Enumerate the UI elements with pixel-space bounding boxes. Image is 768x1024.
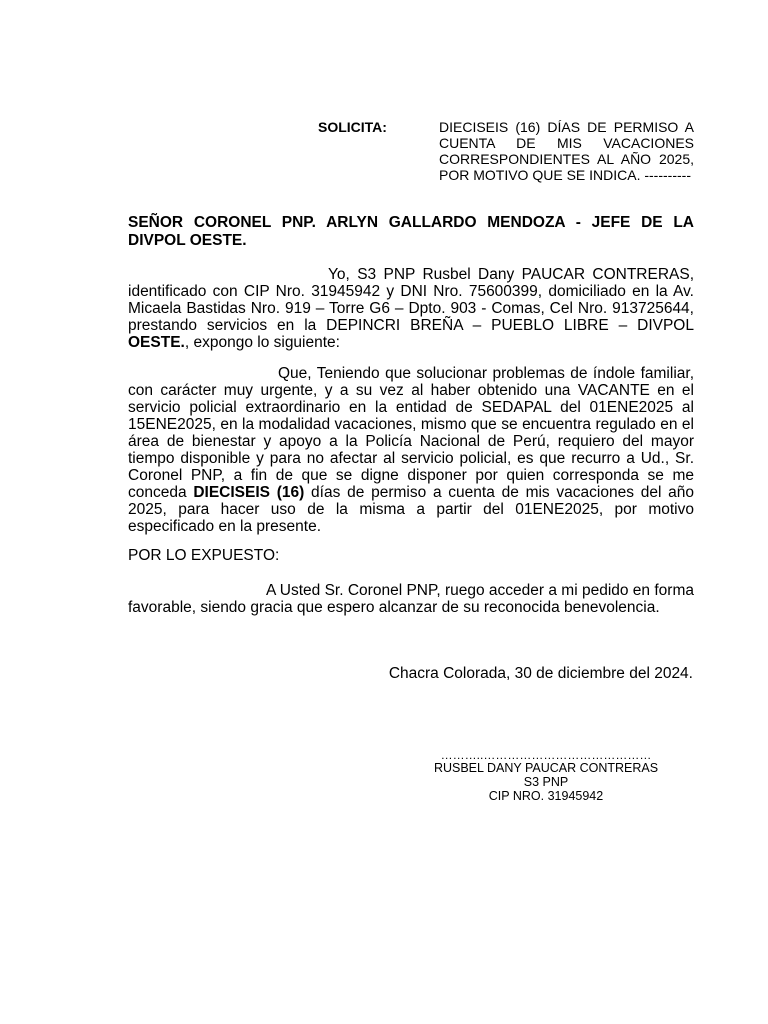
place-date: Chacra Colorada, 30 de diciembre del 2024. [388,665,693,682]
paragraph-reason-tail: días de permiso a cuenta de mis vacaciones del año 2025, para hacer uso de la misma a partir del 01ENE2025, por motivo especificado en la presente. [128,484,694,535]
paragraph-reason [128,365,694,535]
paragraph-intro-bold: OESTE. [128,334,185,351]
paragraph-reason-text: Que, Teniendo que solucionar problemas de índole familiar, con carácter muy urgente, y a su vez al haber obtenido una VACANTE en el servicio policial extraordinario en la entidad de SEDAPAL del 01ENE2025 al 15ENE2025, en la modalidad vacaciones, mismo que se encuentra regulado en el área de bienestar y apoyo a la Policía Nacional de Perú, requiero del mayor tiempo disponible y para no afectar al servicio policial, es que recurro a Ud., Sr. Coronel PNP, a fin de que se digne disponer por quien corresponda se me conceda [128,365,694,501]
solicita-text: DIECISEIS (16) DÍAS DE PERMISO A CUENTA DE MIS VACACIONES CORRESPONDIENTES AL AÑO 2025, POR MOTIVO QUE SE INDICA. ---------- [439,119,694,183]
paragraph-intro [128,266,694,351]
signature-block [420,749,672,803]
addressee: SEÑOR CORONEL PNP. ARLYN GALLARDO MENDOZA - JEFE DE LA DIVPOL OESTE. [128,214,694,249]
solicita-block [318,119,694,183]
signature-line: ………..…………………………………… [440,748,652,762]
paragraph-reason-bold: DIECISEIS (16) [193,484,305,501]
solicita-label: SOLICITA: [318,119,387,135]
paragraph-request [128,582,694,616]
paragraph-intro-tail: , expongo lo siguiente: [184,334,340,351]
signature-rank: S3 PNP [523,775,569,789]
por-lo-expuesto: POR LO EXPUESTO: [128,547,280,564]
paragraph-request-text: A Usted Sr. Coronel PNP, ruego acceder a mi pedido en forma favorable, siendo gracia que espero alcanzar de su reconocida benevolencia. [128,582,694,616]
paragraph-intro-text: Yo, S3 PNP Rusbel Dany PAUCAR CONTRERAS, identificado con CIP Nro. 31945942 y DNI Nro. 75600399, domiciliado en la Av. Micaela Bastidas Nro. 919 – Torre G6 – Dpto. 903 - Comas, Cel Nro. 913725644, prestando servicios en la DEPINCRI BREÑA – PUEBLO LIBRE – DIVPOL [128,266,694,334]
signature-name: RUSBEL DANY PAUCAR CONTRERAS [433,761,659,775]
signature-cip: CIP NRO. 31945942 [488,789,604,803]
